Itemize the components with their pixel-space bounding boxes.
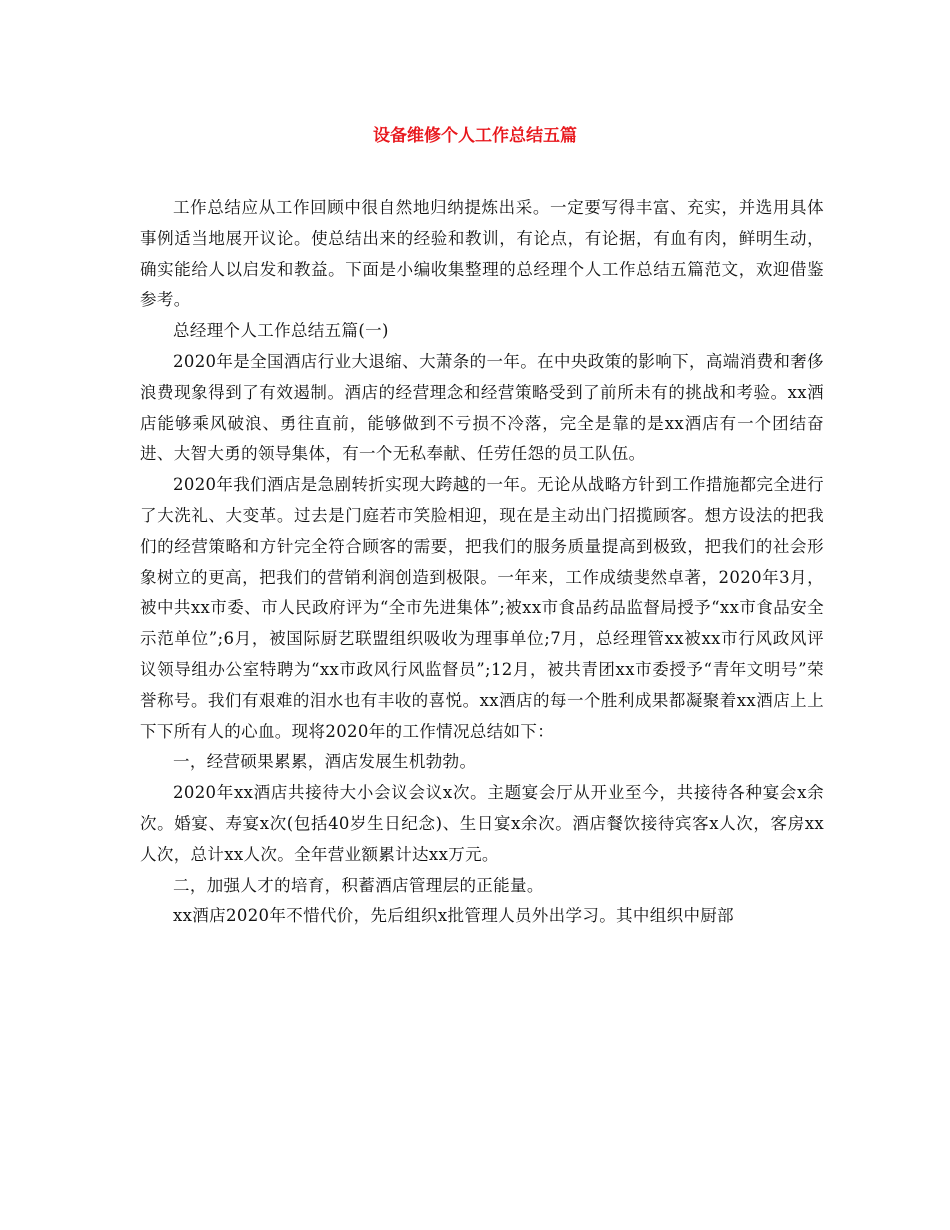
body-paragraph: 2020年我们酒店是急剧转折实现大跨越的一年。无论从战略方针到工作措施都完全进行了大洗礼、大变革。过去是门庭若市笑脸相迎，现在是主动出门招揽顾客。想方设法的把我们的经营策略和方针完全符合顾客的需要，把我们的服务质量提高到极致，把我们的社会形象树立的更高，把我们的营销利润创造到极限。一年来，工作成绩斐然卓著，2020年3月，被中共xx市委、市人民政府评为“全市先进集体”;被xx市食品药品监督局授予“xx市食品安全示范单位”;6月，被国际厨艺联盟组织吸收为理事单位;7月，总经理管xx被xx市行风政风评议领导组办公室特聘为“xx市政风行风监督员”;12月，被共青团xx市委授予“青年文明号”荣誉称号。我们有艰难的泪水也有丰收的喜悦。xx酒店的每一个胜利成果都凝聚着xx酒店上上下下所有人的心血。现将2020年的工作情况总结如下： <box>140 475 824 741</box>
document-title: 设备维修个人工作总结五篇 <box>373 126 577 146</box>
document-body <box>140 193 824 932</box>
subsection-heading: 二，加强人才的培育，积蓄酒店管理层的正能量。 <box>173 875 544 895</box>
subsection-heading: 一，经营硕果累累，酒店发展生机勃勃。 <box>173 752 477 772</box>
body-paragraph: xx酒店2020年不惜代价，先后组织x批管理人员外出学习。其中组织中厨部 <box>173 906 735 926</box>
body-paragraph: 2020年xx酒店共接待大小会议会议x次。主题宴会厅从开业至今，共接待各种宴会x余次。婚宴、寿宴x次(包括40岁生日纪念)、生日宴x余次。酒店餐饮接待宾客x人次，客房xx人次，总计xx人次。全年营业额累计达xx万元。 <box>140 783 824 864</box>
body-paragraph: 2020年是全国酒店行业大退缩、大萧条的一年。在中央政策的影响下，高端消费和奢侈浪费现象得到了有效遏制。酒店的经营理念和经营策略受到了前所未有的挑战和考验。xx酒店能够乘风破浪、勇往直前，能够做到不亏损不冷落，完全是靠的是xx酒店有一个团结奋进、大智大勇的领导集体，有一个无私奉献、任劳任怨的员工队伍。 <box>140 351 824 464</box>
section-heading: 总经理个人工作总结五篇(一) <box>173 321 389 341</box>
intro-paragraph: 工作总结应从工作回顾中很自然地归纳提炼出采。一定要写得丰富、充实，并选用具体事例适当地展开议论。使总结出来的经验和教训，有论点，有论据，有血有肉，鲜明生动，确实能给人以启发和教益。下面是小编收集整理的总经理个人工作总结五篇范文，欢迎借鉴参考。 <box>140 198 824 310</box>
